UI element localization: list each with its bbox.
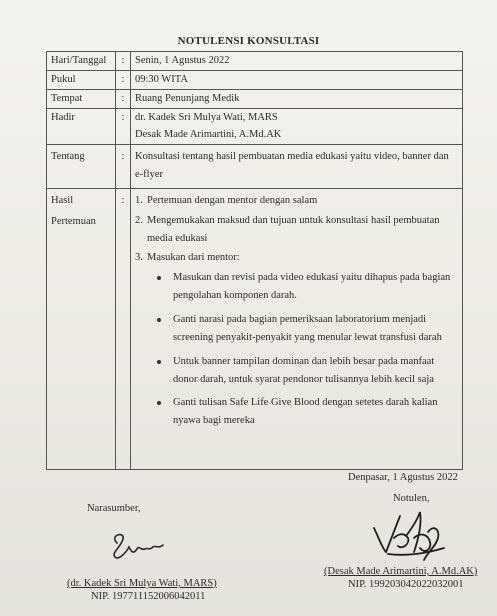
colon: : bbox=[116, 145, 131, 189]
attendee: Desak Made Arimartini, A.Md.AK bbox=[135, 129, 282, 141]
notulen-signature bbox=[368, 508, 448, 564]
list-item bbox=[135, 249, 458, 430]
row-label: Pukul bbox=[47, 70, 116, 89]
list-item bbox=[135, 192, 458, 210]
topic-value: Konsultasi tentang hasil pembuatan media edukasi yaitu video, banner dan e-flyer bbox=[131, 145, 463, 189]
narasumber-name: (dr. Kadek Sri Mulya Wati, MARS) bbox=[67, 578, 217, 589]
list-item: Ganti narasi pada bagian pemeriksaan laboratorium menjadi screening penyakit-penyakit yang menular lewat transfusi darah bbox=[147, 311, 458, 347]
time-value: 09:30 WITA bbox=[131, 70, 463, 89]
notulen-name: (Desak Made Arimartini, A.Md.AK) bbox=[324, 566, 478, 577]
list-item bbox=[135, 212, 458, 248]
colon: : bbox=[116, 52, 131, 71]
label-line: Hasil bbox=[51, 194, 74, 206]
item-number: 1. bbox=[135, 194, 143, 206]
mentor-feedback-list bbox=[147, 269, 458, 430]
list-item: Ganti tulisan Safe Life Give Blood dengan setetes darah kalian nyawa bagi mereka bbox=[147, 394, 458, 430]
minutes-table bbox=[46, 51, 463, 470]
notulen-label: Notulen, bbox=[393, 493, 430, 504]
table-row bbox=[47, 52, 463, 71]
row-label: Tempat bbox=[47, 89, 116, 108]
table-row bbox=[47, 89, 463, 108]
list-item: Masukan dan revisi pada video edukasi yaitu dihapus pada bagian pengolahan komponen darah. bbox=[147, 269, 458, 305]
row-label: Tentang bbox=[47, 145, 116, 189]
attendees-value bbox=[131, 108, 463, 145]
item-number: 3. bbox=[135, 252, 143, 264]
item-text: Masukan dari mentor: bbox=[147, 252, 240, 264]
notulen-nip: NIP. 199203042022032001 bbox=[348, 579, 464, 590]
place-date: Denpasar, 1 Agustus 2022 bbox=[348, 472, 458, 483]
table-row bbox=[47, 145, 463, 189]
narasumber-nip: NIP. 197711152006042011 bbox=[91, 591, 206, 602]
attendee: dr. Kadek Sri Mulya Wati, MARS bbox=[135, 111, 278, 123]
label-line: Pertemuan bbox=[51, 215, 96, 227]
item-text: Mengemukakan maksud dan tujuan untuk konsultasi hasil pembuatan media edukasi bbox=[147, 214, 440, 244]
document-title: NOTULENSI KONSULTASI bbox=[177, 35, 320, 47]
row-label bbox=[47, 188, 116, 469]
results-list bbox=[135, 192, 458, 430]
row-label: Hari/Tanggal bbox=[47, 52, 116, 71]
item-number: 2. bbox=[135, 214, 143, 226]
place-value: Ruang Penunjang Medik bbox=[131, 89, 463, 108]
colon: : bbox=[116, 89, 131, 108]
row-label: Hadir bbox=[47, 108, 116, 145]
table-row bbox=[47, 70, 463, 89]
narasumber-signature bbox=[105, 525, 175, 565]
narasumber-label: Narasumber, bbox=[87, 503, 141, 514]
results-value bbox=[131, 188, 463, 469]
date-value: Senin, 1 Agustus 2022 bbox=[131, 52, 463, 71]
colon: : bbox=[116, 70, 131, 89]
table-row bbox=[47, 188, 463, 469]
table-row bbox=[47, 108, 463, 145]
colon: : bbox=[116, 108, 131, 145]
item-text: Pertemuan dengan mentor dengan salam bbox=[147, 194, 318, 206]
list-item: Untuk banner tampilan dominan dan lebih besar pada manfaat donor darah, untuk syarat pendonor tulisannya lebih kecil saja bbox=[147, 353, 458, 389]
colon: : bbox=[116, 188, 131, 469]
